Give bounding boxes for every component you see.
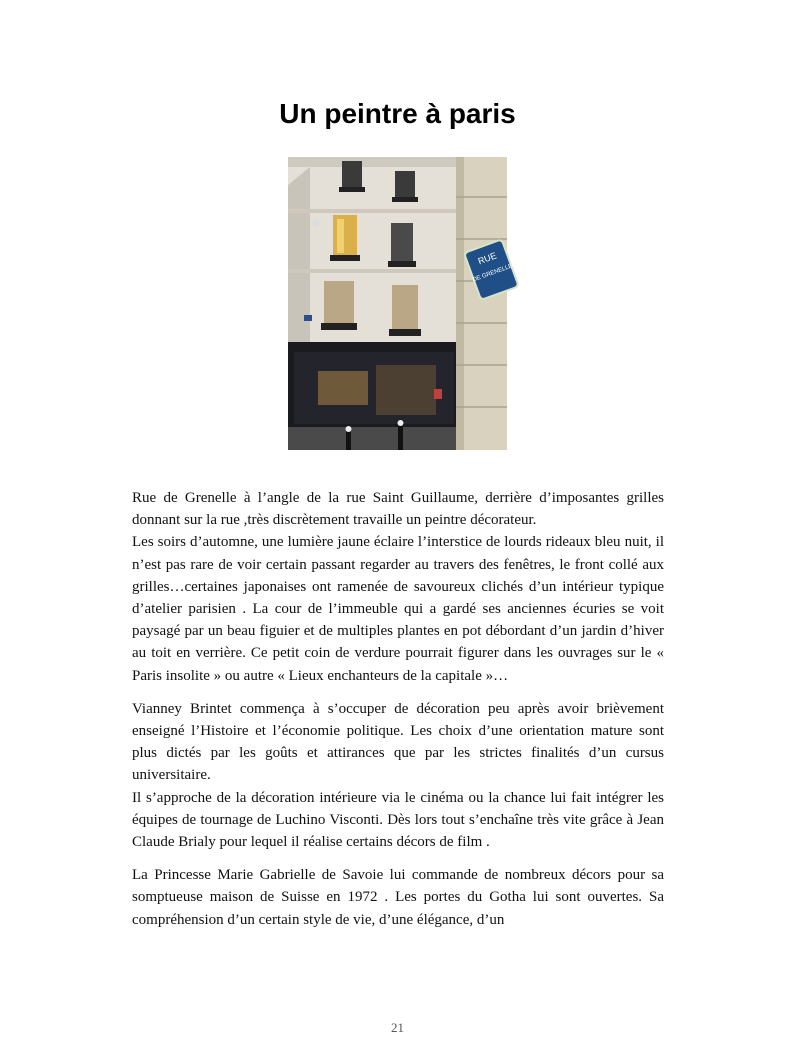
street-corner-photo (288, 157, 514, 450)
page-title: Un peintre à paris (279, 98, 516, 129)
paragraph-4: Il s’approche de la décoration intérieure via le cinéma ou la chance lui fait intégrer les équipes de tournage de Luchino Visconti. Dès lors tout s’enchaîne très vite grâce à Jean Claude Brialy pour lequel il réalise certains décors de film . (132, 789, 664, 851)
paragraph-5: La Princesse Marie Gabrielle de Savoie lui commande de nombreux décors pour sa somptueuse maison de Suisse en 1972 . Les portes du Gotha lui sont ouvertes. Sa compréhension d’un certain style de vie, d’une élégance, d’un (132, 867, 664, 928)
street-sign-text-2: DE GRENELLE (471, 263, 514, 284)
page-number: 21 (391, 1020, 404, 1035)
article-body (132, 487, 664, 931)
paragraph-2: Les soirs d’automne, une lumière jaune éclaire l’interstice de lourds rideaux bleu nuit, il n’est pas rare de voir certain passant regarder au travers des fenêtres, le front collé aux grilles…certaines japonaises ont ramenée de savoureux clichés d’un intérieur typique d’atelier parisien . La cour de l’immeuble qui a gardé ses anciennes écuries se voit paysagé par un beau figuier et de multiples plantes en pot débordant d’un jardin d’hiver au toit en verrière. Ce petit coin de verdure pourrait figurer dans les ouvrages sur le « Paris insolite » ou autre « Lieux enchanteurs de la capitale »… (132, 534, 664, 684)
paragraph-3: Vianney Brintet commença à s’occuper de décoration peu après avoir brièvement enseigné l’Histoire et l’économie politique. Les choix d’une orientation mature sont plus dictés par les goûts et attirances que par les strictes finalités d’un cursus universitaire. (132, 700, 664, 784)
street-sign-text-1: RUE (476, 250, 498, 267)
paragraph-1: Rue de Grenelle à l’angle de la rue Saint Guillaume, derrière d’imposantes grilles donnant sur la rue ,très discrètement travaille un peintre décorateur. (132, 490, 664, 529)
